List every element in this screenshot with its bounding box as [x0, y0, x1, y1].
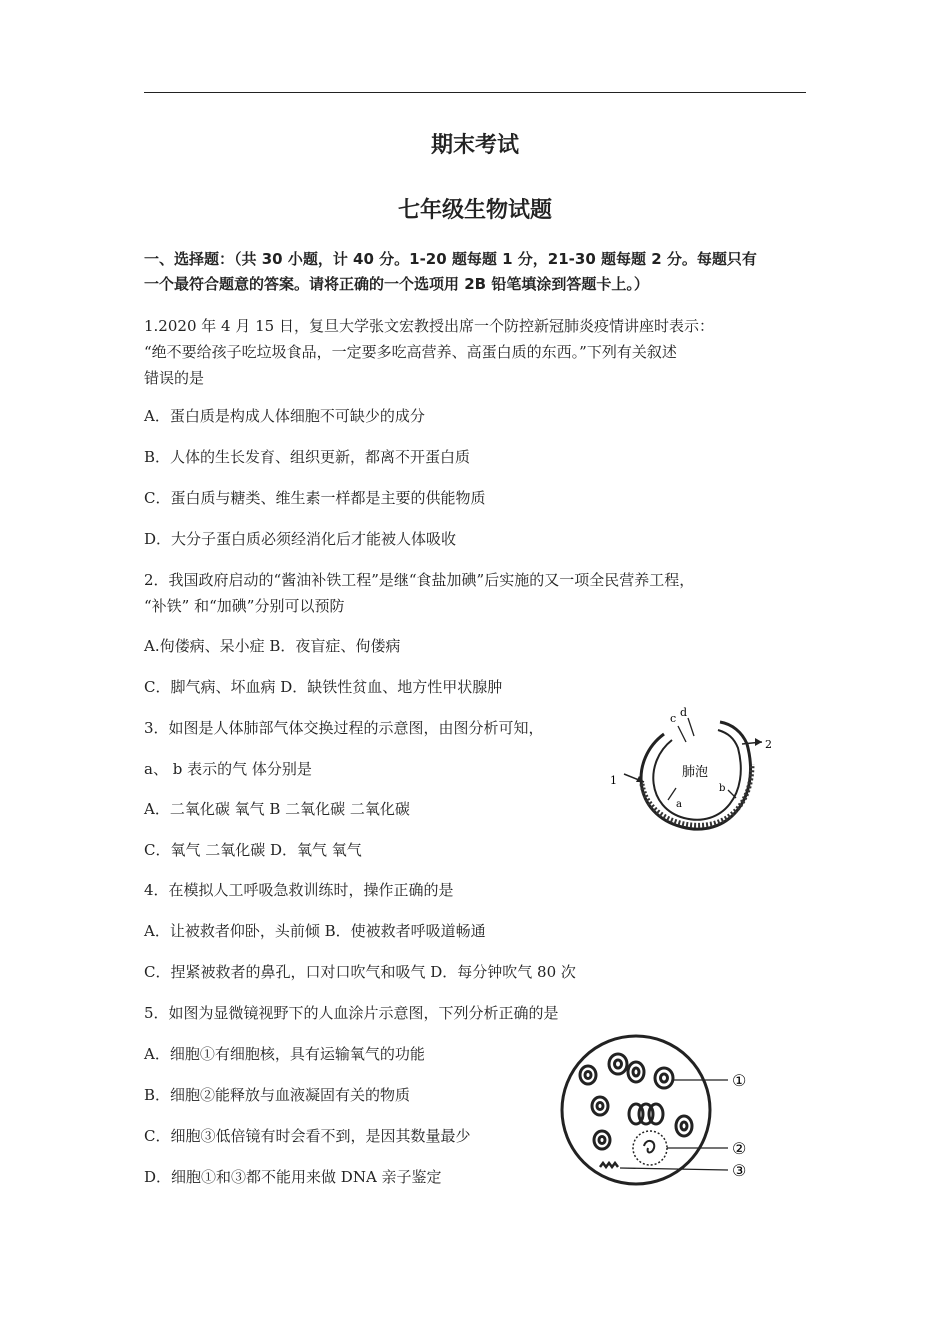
label-1: 1 — [610, 774, 617, 787]
label-d: d — [680, 706, 688, 719]
q5-stem: 5．如图为显微镜视野下的人血涂片示意图，下列分析正确的是 — [144, 1004, 559, 1022]
microscope-field — [562, 1036, 710, 1184]
q1-stem-line-1: 1.2020 年 4 月 15 日，复旦大学张文宏教授出席一个防控新冠肺炎疫情讲座时表示： — [144, 317, 714, 335]
q1-option-a[interactable]: A．蛋白质是构成人体细胞不可缺少的成分 — [144, 407, 425, 425]
cell-label-1: ① — [732, 1071, 747, 1090]
q1-option-b[interactable]: B．人体的生长发育、组织更新，都离不开蛋白质 — [144, 448, 471, 466]
section-line-2: 一个最符合题意的答案。请将正确的一个选项用 2B 铅笔填涂到答题卡上。） — [144, 275, 649, 293]
header-rule — [144, 92, 806, 93]
q2-stem — [144, 567, 809, 619]
blood-smear-diagram — [560, 1030, 780, 1195]
platelets — [600, 1163, 618, 1167]
q1-stem — [144, 313, 809, 391]
cell-label-3: ③ — [732, 1161, 747, 1180]
section-instructions — [144, 247, 809, 297]
q4-options-cd[interactable]: C．捏紧被救者的鼻孔，口对口吹气和吸气 D．每分钟吹气 80 次 — [144, 963, 576, 981]
q3-options-cd[interactable]: C．氧气 二氧化碳 D．氧气 氧气 — [144, 841, 362, 859]
q3-options-ab[interactable]: A．二氧化碳 氧气 B 二氧化碳 二氧化碳 — [144, 800, 410, 818]
q1-stem-line-3: 错误的是 — [144, 369, 205, 387]
white-blood-cell-nucleus — [644, 1141, 654, 1153]
q1-stem-line-2: “绝不要给孩子吃垃圾食品，一定要多吃高营养、高蛋白质的东西。”下列有关叙述 — [144, 343, 677, 361]
label-a: a — [676, 799, 682, 810]
exam-title: 期末考试 — [430, 133, 519, 158]
q2-options-cd[interactable]: C．脚气病、坏血病 D．缺铁性贫血、地方性甲状腺肿 — [144, 678, 503, 696]
arrow-a — [668, 788, 676, 800]
q1-option-d[interactable]: D．大分子蛋白质必须经消化后才能被人体吸收 — [144, 530, 457, 548]
q4-options-ab[interactable]: A．让被救者仰卧，头前倾 B．使被救者呼吸道畅通 — [144, 922, 486, 940]
q3-stem-line-1: 3．如图是人体肺部气体交换过程的示意图，由图分析可知， — [144, 719, 544, 737]
section-line-1: 一、选择题：（共 30 小题，计 40 分。1-20 题每题 1 分，21-30 题每题 2 分。每题只有 — [144, 250, 757, 268]
q4-stem: 4．在模拟人工呼吸急救训练时，操作正确的是 — [144, 881, 454, 899]
label-2: 2 — [765, 738, 772, 751]
pointer-3 — [620, 1168, 728, 1170]
arrow-2-head — [755, 738, 762, 746]
q1-option-c[interactable]: C．蛋白质与糖类、维生素一样都是主要的供能物质 — [144, 489, 486, 507]
cell-label-2: ② — [732, 1139, 747, 1158]
q5-option-b[interactable]: B．细胞②能释放与血液凝固有关的物质 — [144, 1086, 411, 1104]
red-blood-cells — [580, 1054, 692, 1149]
label-c: c — [670, 712, 677, 725]
q5-option-d[interactable]: D．细胞①和③都不能用来做 DNA 亲子鉴定 — [144, 1168, 442, 1186]
q2-stem-line-1: 2．我国政府启动的“酱油补铁工程”是继“食盐加碘”后实施的又一项全民营养工程， — [144, 571, 695, 589]
arrow-c — [678, 726, 686, 742]
exam-subtitle: 七年级生物试题 — [397, 198, 552, 223]
q2-stem-line-2: “补铁” 和“加碘”分别可以预防 — [144, 597, 345, 615]
white-blood-cell — [633, 1131, 667, 1165]
q2-options-ab[interactable]: A.佝偻病、呆小症 B．夜盲症、佝偻病 — [144, 637, 401, 655]
q5-option-c[interactable]: C．细胞③低倍镜有时会看不到，是因其数量最少 — [144, 1127, 471, 1145]
arrow-d — [688, 718, 694, 736]
alveolus-label: 肺泡 — [682, 765, 709, 780]
label-b: b — [719, 783, 726, 794]
q3-stem-line-2: a、 b 表示的气 体分别是 — [144, 760, 312, 778]
alveolus-diagram — [602, 704, 777, 844]
q5-option-a[interactable]: A．细胞①有细胞核，具有运输氧气的功能 — [144, 1045, 425, 1063]
